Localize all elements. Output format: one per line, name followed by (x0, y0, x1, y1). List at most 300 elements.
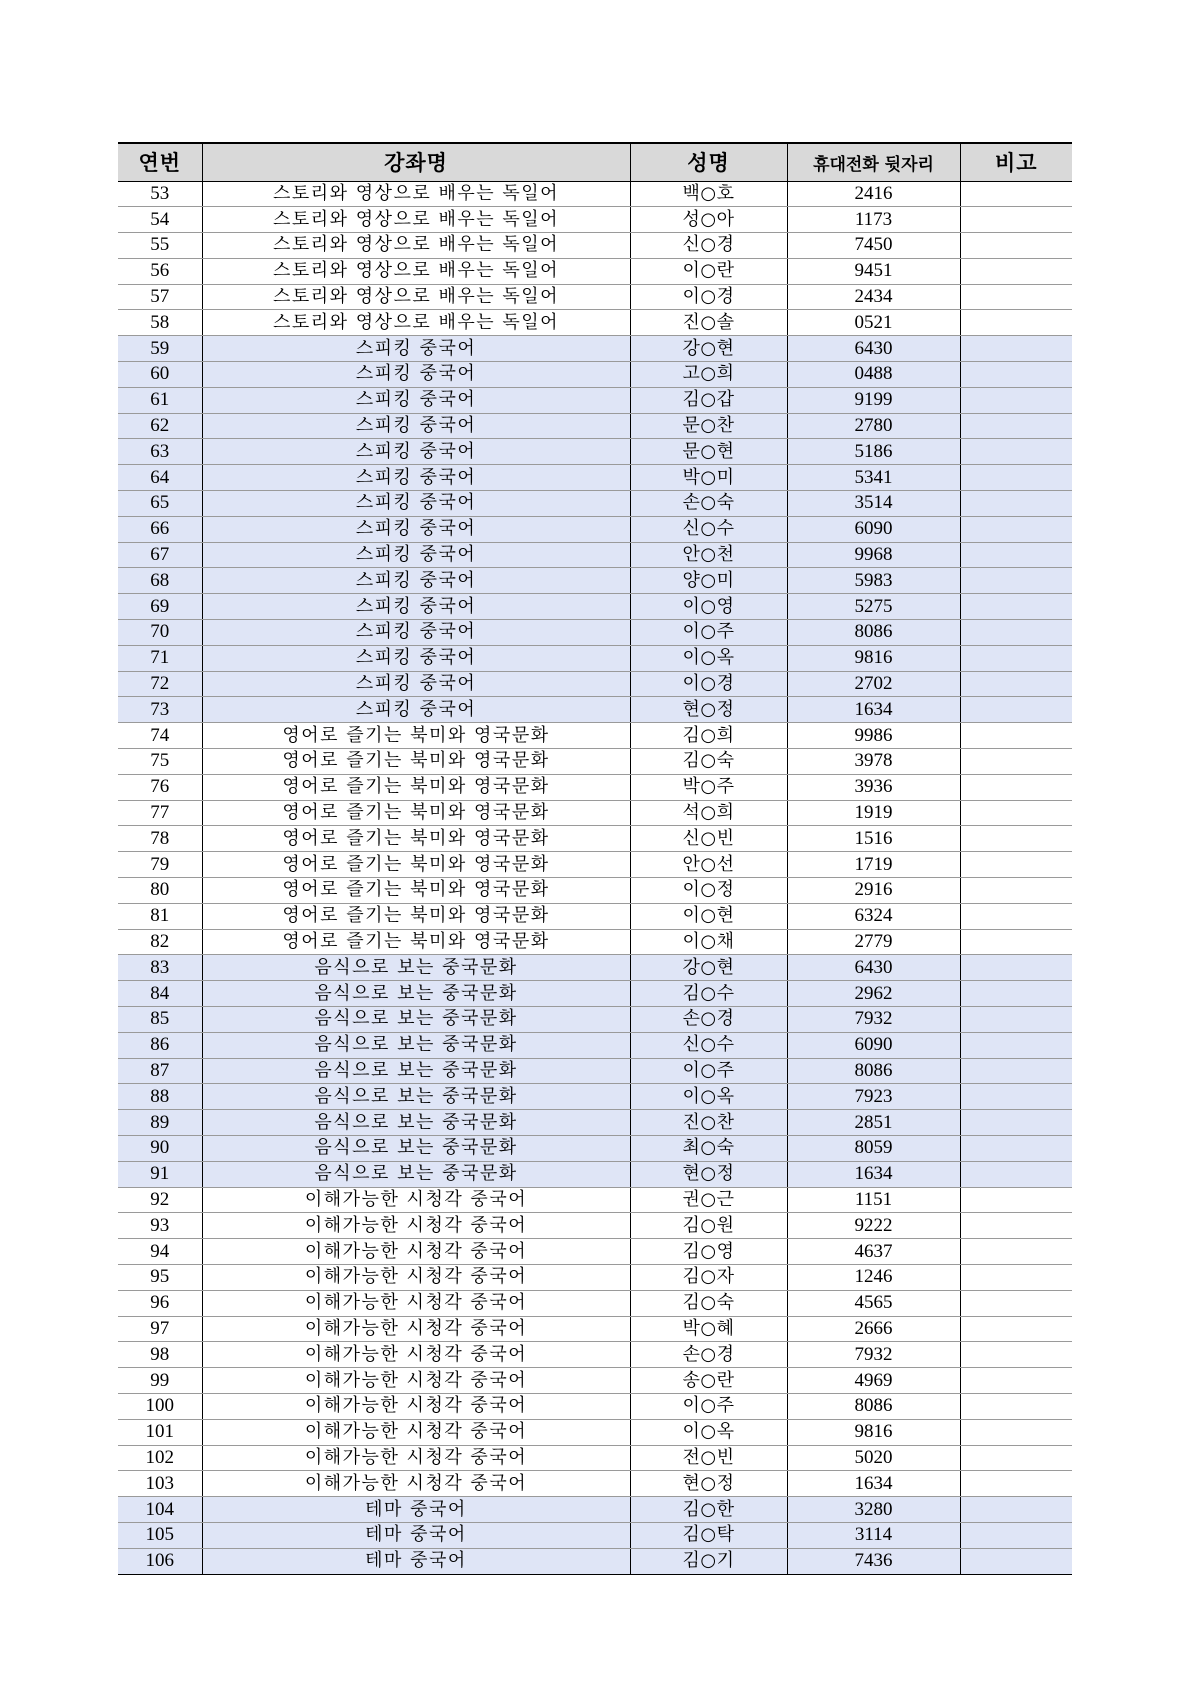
cell-no: 97 (118, 1316, 202, 1342)
cell-name: 안○선 (630, 852, 787, 878)
table-row (118, 1161, 1072, 1187)
cell-course: 영어로 즐기는 북미와 영국문화 (202, 852, 630, 878)
cell-course: 테마 중국어 (202, 1522, 630, 1548)
cell-no: 68 (118, 568, 202, 594)
table-header (118, 143, 1072, 181)
cell-note (960, 1213, 1072, 1239)
cell-phone: 6324 (787, 903, 960, 929)
cell-phone: 3114 (787, 1522, 960, 1548)
cell-phone: 8086 (787, 1058, 960, 1084)
cell-name: 손○경 (630, 1342, 787, 1368)
table-row (118, 362, 1072, 388)
cell-note (960, 981, 1072, 1007)
cell-note (960, 1084, 1072, 1110)
cell-course: 스피킹 중국어 (202, 336, 630, 362)
cell-no: 53 (118, 181, 202, 207)
cell-no: 63 (118, 439, 202, 465)
cell-name: 김○숙 (630, 749, 787, 775)
cell-name: 김○자 (630, 1264, 787, 1290)
cell-name: 신○경 (630, 233, 787, 259)
table-row (118, 181, 1072, 207)
table-row (118, 697, 1072, 723)
cell-phone: 5186 (787, 439, 960, 465)
cell-no: 85 (118, 1007, 202, 1033)
cell-course: 스토리와 영상으로 배우는 독일어 (202, 181, 630, 207)
cell-phone: 6430 (787, 955, 960, 981)
table-row (118, 1032, 1072, 1058)
cell-name: 이○주 (630, 620, 787, 646)
cell-phone: 4637 (787, 1239, 960, 1265)
cell-course: 스피킹 중국어 (202, 362, 630, 388)
cell-note (960, 852, 1072, 878)
cell-no: 65 (118, 491, 202, 517)
cell-note (960, 1161, 1072, 1187)
cell-name: 송○란 (630, 1368, 787, 1394)
cell-name: 성○아 (630, 207, 787, 233)
cell-name: 문○현 (630, 439, 787, 465)
cell-note (960, 749, 1072, 775)
cell-name: 강○현 (630, 336, 787, 362)
cell-note (960, 284, 1072, 310)
cell-phone: 1634 (787, 1161, 960, 1187)
cell-name: 이○주 (630, 1393, 787, 1419)
cell-no: 78 (118, 826, 202, 852)
table-row (118, 749, 1072, 775)
table-row (118, 1290, 1072, 1316)
header-course: 강좌명 (202, 143, 630, 181)
table-row (118, 723, 1072, 749)
cell-no: 106 (118, 1548, 202, 1574)
cell-note (960, 439, 1072, 465)
cell-name: 고○희 (630, 362, 787, 388)
table-row (118, 903, 1072, 929)
cell-note (960, 491, 1072, 517)
cell-course: 음식으로 보는 중국문화 (202, 1084, 630, 1110)
cell-note (960, 1548, 1072, 1574)
cell-course: 스피킹 중국어 (202, 697, 630, 723)
table-row (118, 1058, 1072, 1084)
cell-name: 현○정 (630, 697, 787, 723)
cell-phone: 2666 (787, 1316, 960, 1342)
cell-no: 64 (118, 465, 202, 491)
header-name: 성명 (630, 143, 787, 181)
cell-note (960, 929, 1072, 955)
table-row (118, 1342, 1072, 1368)
table-row (118, 1393, 1072, 1419)
cell-no: 69 (118, 594, 202, 620)
cell-course: 스피킹 중국어 (202, 645, 630, 671)
cell-note (960, 1239, 1072, 1265)
cell-phone: 2434 (787, 284, 960, 310)
cell-course: 테마 중국어 (202, 1548, 630, 1574)
cell-note (960, 465, 1072, 491)
cell-name: 백○호 (630, 181, 787, 207)
table-row (118, 671, 1072, 697)
cell-note (960, 1007, 1072, 1033)
roster-table (118, 142, 1072, 1575)
table-row (118, 1007, 1072, 1033)
cell-phone: 1246 (787, 1264, 960, 1290)
cell-note (960, 1419, 1072, 1445)
cell-phone: 9199 (787, 387, 960, 413)
cell-phone: 1719 (787, 852, 960, 878)
cell-name: 김○한 (630, 1497, 787, 1523)
cell-no: 66 (118, 516, 202, 542)
cell-no: 71 (118, 645, 202, 671)
table-row (118, 852, 1072, 878)
cell-note (960, 362, 1072, 388)
cell-phone: 6090 (787, 516, 960, 542)
cell-no: 75 (118, 749, 202, 775)
table-row (118, 594, 1072, 620)
table-row (118, 233, 1072, 259)
table-row (118, 1471, 1072, 1497)
cell-phone: 2962 (787, 981, 960, 1007)
cell-no: 74 (118, 723, 202, 749)
cell-course: 스피킹 중국어 (202, 439, 630, 465)
table-row (118, 284, 1072, 310)
cell-phone: 9968 (787, 542, 960, 568)
cell-no: 76 (118, 774, 202, 800)
cell-no: 87 (118, 1058, 202, 1084)
cell-note (960, 1368, 1072, 1394)
cell-no: 57 (118, 284, 202, 310)
cell-phone: 2916 (787, 878, 960, 904)
cell-no: 77 (118, 800, 202, 826)
cell-name: 권○근 (630, 1187, 787, 1213)
cell-no: 58 (118, 310, 202, 336)
cell-phone: 6090 (787, 1032, 960, 1058)
cell-course: 이해가능한 시청각 중국어 (202, 1213, 630, 1239)
cell-note (960, 568, 1072, 594)
cell-name: 문○찬 (630, 413, 787, 439)
cell-course: 스피킹 중국어 (202, 620, 630, 646)
cell-course: 이해가능한 시청각 중국어 (202, 1264, 630, 1290)
table-row (118, 491, 1072, 517)
cell-note (960, 774, 1072, 800)
cell-no: 98 (118, 1342, 202, 1368)
cell-no: 70 (118, 620, 202, 646)
cell-name: 이○주 (630, 1058, 787, 1084)
table-row (118, 1110, 1072, 1136)
cell-note (960, 1393, 1072, 1419)
table-row (118, 800, 1072, 826)
cell-phone: 7923 (787, 1084, 960, 1110)
cell-note (960, 1264, 1072, 1290)
cell-name: 안○천 (630, 542, 787, 568)
cell-no: 102 (118, 1445, 202, 1471)
cell-phone: 7932 (787, 1007, 960, 1033)
cell-name: 이○정 (630, 878, 787, 904)
cell-phone: 1919 (787, 800, 960, 826)
cell-note (960, 1497, 1072, 1523)
cell-note (960, 1522, 1072, 1548)
cell-note (960, 955, 1072, 981)
table-body (118, 181, 1072, 1574)
cell-phone: 2416 (787, 181, 960, 207)
table-row (118, 1445, 1072, 1471)
cell-name: 김○기 (630, 1548, 787, 1574)
cell-phone: 1516 (787, 826, 960, 852)
cell-name: 손○숙 (630, 491, 787, 517)
cell-no: 80 (118, 878, 202, 904)
cell-no: 60 (118, 362, 202, 388)
cell-name: 이○경 (630, 671, 787, 697)
cell-name: 이○옥 (630, 645, 787, 671)
cell-course: 스피킹 중국어 (202, 542, 630, 568)
cell-phone: 2779 (787, 929, 960, 955)
cell-phone: 5341 (787, 465, 960, 491)
cell-name: 이○란 (630, 258, 787, 284)
cell-name: 현○정 (630, 1471, 787, 1497)
table-row (118, 1187, 1072, 1213)
cell-course: 스피킹 중국어 (202, 491, 630, 517)
cell-course: 이해가능한 시청각 중국어 (202, 1187, 630, 1213)
cell-name: 강○현 (630, 955, 787, 981)
cell-note (960, 903, 1072, 929)
cell-name: 손○경 (630, 1007, 787, 1033)
cell-course: 영어로 즐기는 북미와 영국문화 (202, 878, 630, 904)
cell-course: 스피킹 중국어 (202, 516, 630, 542)
cell-no: 96 (118, 1290, 202, 1316)
cell-no: 84 (118, 981, 202, 1007)
cell-note (960, 207, 1072, 233)
cell-no: 83 (118, 955, 202, 981)
cell-phone: 1634 (787, 1471, 960, 1497)
cell-phone: 2780 (787, 413, 960, 439)
cell-phone: 6430 (787, 336, 960, 362)
cell-course: 이해가능한 시청각 중국어 (202, 1290, 630, 1316)
cell-name: 김○희 (630, 723, 787, 749)
cell-course: 이해가능한 시청각 중국어 (202, 1239, 630, 1265)
cell-phone: 8086 (787, 620, 960, 646)
cell-phone: 9986 (787, 723, 960, 749)
cell-course: 음식으로 보는 중국문화 (202, 1007, 630, 1033)
cell-phone: 9451 (787, 258, 960, 284)
cell-name: 석○희 (630, 800, 787, 826)
cell-name: 김○갑 (630, 387, 787, 413)
cell-phone: 7932 (787, 1342, 960, 1368)
cell-course: 이해가능한 시청각 중국어 (202, 1316, 630, 1342)
table-row (118, 645, 1072, 671)
cell-note (960, 1058, 1072, 1084)
cell-note (960, 1135, 1072, 1161)
cell-name: 김○원 (630, 1213, 787, 1239)
cell-note (960, 1187, 1072, 1213)
cell-no: 72 (118, 671, 202, 697)
cell-name: 양○미 (630, 568, 787, 594)
cell-no: 79 (118, 852, 202, 878)
cell-course: 스피킹 중국어 (202, 413, 630, 439)
cell-name: 박○혜 (630, 1316, 787, 1342)
cell-note (960, 1032, 1072, 1058)
cell-note (960, 826, 1072, 852)
cell-no: 61 (118, 387, 202, 413)
cell-name: 박○주 (630, 774, 787, 800)
cell-course: 스토리와 영상으로 배우는 독일어 (202, 284, 630, 310)
header-row (118, 143, 1072, 181)
table-row (118, 258, 1072, 284)
cell-note (960, 336, 1072, 362)
cell-course: 음식으로 보는 중국문화 (202, 1110, 630, 1136)
table-row (118, 1135, 1072, 1161)
cell-no: 67 (118, 542, 202, 568)
cell-phone: 5275 (787, 594, 960, 620)
cell-phone: 5020 (787, 1445, 960, 1471)
table-row (118, 878, 1072, 904)
cell-note (960, 1471, 1072, 1497)
cell-note (960, 620, 1072, 646)
cell-name: 진○찬 (630, 1110, 787, 1136)
cell-course: 스토리와 영상으로 배우는 독일어 (202, 207, 630, 233)
cell-course: 스피킹 중국어 (202, 594, 630, 620)
table-row (118, 1419, 1072, 1445)
cell-note (960, 181, 1072, 207)
cell-course: 스피킹 중국어 (202, 671, 630, 697)
table-row (118, 826, 1072, 852)
cell-course: 영어로 즐기는 북미와 영국문화 (202, 903, 630, 929)
cell-note (960, 1445, 1072, 1471)
cell-course: 영어로 즐기는 북미와 영국문화 (202, 774, 630, 800)
cell-no: 54 (118, 207, 202, 233)
cell-no: 95 (118, 1264, 202, 1290)
cell-note (960, 542, 1072, 568)
cell-note (960, 1316, 1072, 1342)
cell-note (960, 723, 1072, 749)
table-row (118, 955, 1072, 981)
table-row (118, 336, 1072, 362)
cell-course: 영어로 즐기는 북미와 영국문화 (202, 800, 630, 826)
cell-course: 음식으로 보는 중국문화 (202, 955, 630, 981)
cell-course: 이해가능한 시청각 중국어 (202, 1393, 630, 1419)
cell-course: 스토리와 영상으로 배우는 독일어 (202, 310, 630, 336)
table-row (118, 413, 1072, 439)
cell-phone: 9816 (787, 1419, 960, 1445)
cell-course: 음식으로 보는 중국문화 (202, 1161, 630, 1187)
cell-note (960, 233, 1072, 259)
table-row (118, 620, 1072, 646)
cell-no: 100 (118, 1393, 202, 1419)
cell-note (960, 697, 1072, 723)
cell-name: 전○빈 (630, 1445, 787, 1471)
table-row (118, 1522, 1072, 1548)
cell-no: 56 (118, 258, 202, 284)
cell-phone: 2702 (787, 671, 960, 697)
table-row (118, 207, 1072, 233)
cell-phone: 8086 (787, 1393, 960, 1419)
table-row (118, 310, 1072, 336)
cell-phone: 9816 (787, 645, 960, 671)
table-row (118, 465, 1072, 491)
cell-note (960, 516, 1072, 542)
cell-phone: 7450 (787, 233, 960, 259)
cell-phone: 3978 (787, 749, 960, 775)
cell-name: 김○수 (630, 981, 787, 1007)
table-row (118, 542, 1072, 568)
cell-no: 62 (118, 413, 202, 439)
cell-phone: 3936 (787, 774, 960, 800)
cell-course: 음식으로 보는 중국문화 (202, 981, 630, 1007)
header-note: 비고 (960, 143, 1072, 181)
cell-name: 신○빈 (630, 826, 787, 852)
cell-note (960, 594, 1072, 620)
cell-course: 스토리와 영상으로 배우는 독일어 (202, 258, 630, 284)
cell-name: 현○정 (630, 1161, 787, 1187)
roster-table-container (118, 142, 1072, 1575)
cell-course: 이해가능한 시청각 중국어 (202, 1445, 630, 1471)
cell-course: 스피킹 중국어 (202, 568, 630, 594)
table-row (118, 1213, 1072, 1239)
cell-course: 스피킹 중국어 (202, 465, 630, 491)
table-row (118, 1497, 1072, 1523)
cell-phone: 1173 (787, 207, 960, 233)
cell-phone: 9222 (787, 1213, 960, 1239)
cell-note (960, 671, 1072, 697)
table-row (118, 1084, 1072, 1110)
cell-note (960, 1342, 1072, 1368)
cell-no: 94 (118, 1239, 202, 1265)
cell-course: 영어로 즐기는 북미와 영국문화 (202, 723, 630, 749)
cell-course: 음식으로 보는 중국문화 (202, 1058, 630, 1084)
cell-name: 진○솔 (630, 310, 787, 336)
cell-no: 93 (118, 1213, 202, 1239)
table-row (118, 774, 1072, 800)
cell-course: 이해가능한 시청각 중국어 (202, 1419, 630, 1445)
cell-no: 103 (118, 1471, 202, 1497)
cell-course: 영어로 즐기는 북미와 영국문화 (202, 826, 630, 852)
cell-course: 이해가능한 시청각 중국어 (202, 1471, 630, 1497)
table-row (118, 568, 1072, 594)
cell-no: 101 (118, 1419, 202, 1445)
cell-course: 영어로 즐기는 북미와 영국문화 (202, 929, 630, 955)
cell-note (960, 645, 1072, 671)
cell-name: 이○옥 (630, 1084, 787, 1110)
cell-name: 박○미 (630, 465, 787, 491)
header-phone: 휴대전화 뒷자리 (787, 143, 960, 181)
table-row (118, 387, 1072, 413)
cell-no: 82 (118, 929, 202, 955)
cell-course: 이해가능한 시청각 중국어 (202, 1342, 630, 1368)
cell-course: 음식으로 보는 중국문화 (202, 1032, 630, 1058)
cell-name: 김○탁 (630, 1522, 787, 1548)
header-no: 연번 (118, 143, 202, 181)
cell-note (960, 1110, 1072, 1136)
cell-course: 스토리와 영상으로 배우는 독일어 (202, 233, 630, 259)
cell-phone: 0521 (787, 310, 960, 336)
cell-name: 이○현 (630, 903, 787, 929)
table-row (118, 516, 1072, 542)
table-row (118, 1548, 1072, 1574)
table-row (118, 1316, 1072, 1342)
cell-note (960, 878, 1072, 904)
cell-no: 99 (118, 1368, 202, 1394)
cell-name: 이○채 (630, 929, 787, 955)
cell-no: 105 (118, 1522, 202, 1548)
cell-note (960, 1290, 1072, 1316)
table-row (118, 1368, 1072, 1394)
cell-name: 신○수 (630, 516, 787, 542)
table-row (118, 1264, 1072, 1290)
cell-course: 음식으로 보는 중국문화 (202, 1135, 630, 1161)
cell-note (960, 413, 1072, 439)
table-row (118, 929, 1072, 955)
cell-course: 테마 중국어 (202, 1497, 630, 1523)
cell-no: 90 (118, 1135, 202, 1161)
cell-note (960, 258, 1072, 284)
cell-name: 최○숙 (630, 1135, 787, 1161)
cell-note (960, 800, 1072, 826)
cell-phone: 8059 (787, 1135, 960, 1161)
